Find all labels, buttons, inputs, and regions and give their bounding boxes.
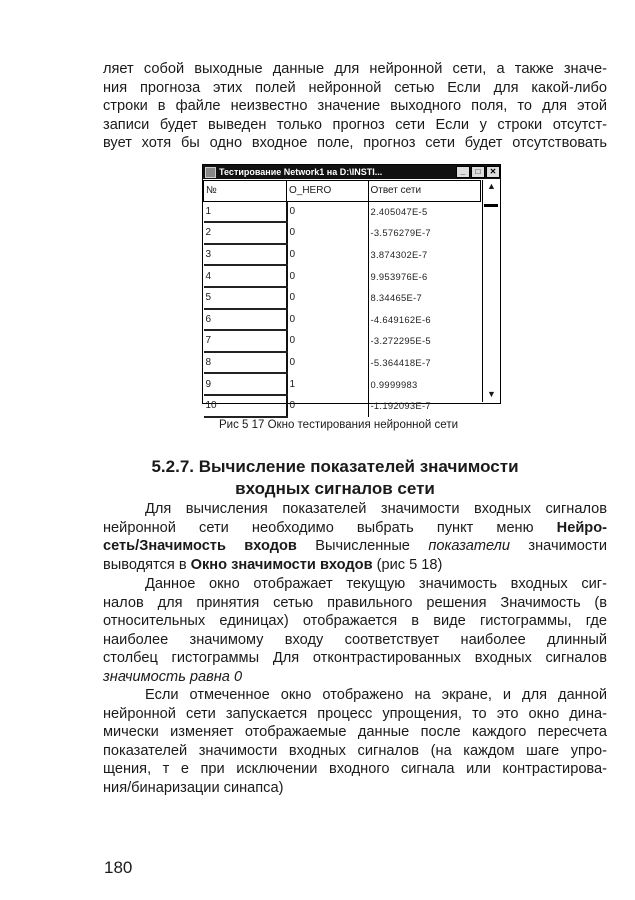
table-row [204, 244, 481, 266]
text-run: (рис 5 18) [372, 556, 443, 573]
scroll-thumb [484, 204, 498, 207]
text-run: показатели [428, 538, 511, 555]
table-row [204, 265, 481, 287]
text-line: столбец гистограммы Для отконтрастированных входных сигналов [103, 650, 607, 667]
text-line: ния/бинаризации синапса) [103, 779, 284, 796]
cell-number: 7 [204, 330, 287, 352]
heading-line: входных сигналов сети [235, 479, 435, 498]
text-line [103, 556, 607, 575]
text-run: значимости [510, 538, 607, 555]
cell-answer: -1.192093E-7 [370, 400, 431, 412]
cell-answer: 3.874302E-7 [370, 249, 428, 261]
cell-answer: -3.576279E-7 [370, 227, 431, 239]
vertical-scrollbar [482, 180, 500, 402]
text-line [103, 519, 607, 538]
page-number: 180 [104, 858, 133, 877]
text-line: относительных единицах) отображается в виде гистограммы, где [103, 613, 607, 630]
heading-line: 5.2.7. Вычисление показателей значимости [151, 457, 519, 476]
text-line: наиболее значимому входу соответствует наиболее длинный [103, 631, 607, 648]
table-row [204, 222, 481, 244]
text-line: Данное окно отображает текущую значимость входных сиг- [145, 576, 607, 592]
cell-answer: -3.272295E-5 [370, 335, 431, 347]
cell-number: 4 [204, 265, 287, 287]
window-titlebar [203, 165, 500, 179]
cell-hero: 0 [287, 244, 369, 266]
cell-hero: 0 [287, 265, 369, 287]
text-line: показателей значимости входных сигналов (на каждом шаге упро- [103, 742, 607, 759]
column-header-answer: Ответ сети [368, 181, 481, 202]
table-row [204, 330, 481, 352]
cell-answer: 8.34465E-7 [370, 292, 422, 304]
cell-hero: 0 [287, 222, 369, 244]
text-line: нейронной сети запускается процесс упрощения, то это окно дина- [103, 705, 607, 722]
table-row [204, 287, 481, 309]
text-line: ляет собой выходные данные для нейронной сети, а также значе- [103, 61, 607, 77]
table-row [204, 201, 481, 222]
window-title: Тестирование Network1 на D:\INSTI... [219, 167, 383, 177]
scroll-up-icon: ▲ [487, 181, 496, 191]
cell-answer: -5.364418E-7 [370, 357, 431, 369]
text-line: налов для принятия сетью правильного решения Значимость (в [103, 594, 607, 611]
window-ref: Окно значимости входов [190, 556, 373, 573]
paragraph-1 [103, 500, 607, 574]
testing-window-figure [202, 164, 501, 412]
cell-answer: 0.9999983 [370, 378, 418, 390]
text-run: значимость равна 0 [103, 668, 243, 685]
cell-number: 9 [204, 373, 287, 395]
text-line [103, 668, 607, 687]
text-run: выводятся в [103, 556, 191, 573]
minimize-icon: _ [456, 166, 470, 178]
maximize-icon: □ [471, 166, 485, 178]
cell-number: 3 [204, 244, 287, 266]
text-line: записи будет выведен только прогноз сети Если у строки отсутст- [103, 116, 607, 133]
cell-hero: 0 [287, 395, 369, 417]
cell-hero: 0 [287, 287, 369, 309]
cell-hero: 1 [287, 373, 369, 395]
text-line: щения, т е при исключении входного сигнала или контрастирова- [103, 761, 607, 778]
figure-caption: Рис 5 17 Окно тестирования нейронной сети [219, 419, 459, 431]
table-row [204, 373, 481, 395]
table-row [204, 352, 481, 374]
section-heading [120, 456, 550, 500]
cell-answer: -4.649162E-6 [370, 313, 431, 325]
cell-hero: 0 [287, 309, 369, 331]
app-icon [205, 167, 216, 178]
cell-number: 6 [204, 309, 287, 331]
cell-number: 5 [204, 287, 287, 309]
table-header-row [204, 181, 481, 202]
results-table [203, 180, 481, 418]
text-line: ния прогноза этих полей нейронной сетью Если для какой-либо [103, 79, 607, 96]
scroll-down-icon: ▼ [487, 389, 496, 399]
cell-hero: 0 [287, 201, 369, 222]
text-line: вует хотя бы одно входное поле, прогноз сети будет отсутствовать [103, 135, 607, 152]
menu-ref: Нейро- [556, 519, 607, 536]
cell-hero: 0 [287, 352, 369, 374]
table-row [204, 395, 481, 417]
menu-ref: сеть/Значимость входов [103, 538, 297, 555]
cell-number: 2 [204, 222, 287, 244]
cell-answer: 9.953976E-6 [370, 270, 428, 282]
text-line: строки в файле неизвестно значение выходного поля, то для этой [103, 98, 607, 115]
top-paragraph [103, 60, 607, 153]
cell-number: 10 [204, 395, 287, 417]
close-icon: ✕ [486, 166, 500, 178]
column-header-number: № [204, 181, 287, 202]
cell-hero: 0 [287, 330, 369, 352]
cell-answer: 2.405047E-5 [370, 206, 428, 218]
table-row [204, 309, 481, 331]
paragraph-2 [103, 575, 607, 687]
text-line: Для вычисления показателей значимости входных сигналов [145, 501, 607, 517]
text-run: нейронной сети необходимо выбрать пункт меню [103, 519, 557, 536]
text-line [103, 537, 607, 556]
text-line: Если отмеченное окно отображено на экране, и для данной [145, 687, 607, 703]
paragraph-3 [103, 686, 607, 798]
text-run: Вычисленные [296, 538, 429, 555]
text-line: мически изменяет отображаемые данные после каждого пересчета [103, 724, 607, 741]
column-header-hero: O_HERO [287, 181, 369, 202]
cell-number: 1 [204, 201, 287, 222]
cell-number: 8 [204, 352, 287, 374]
